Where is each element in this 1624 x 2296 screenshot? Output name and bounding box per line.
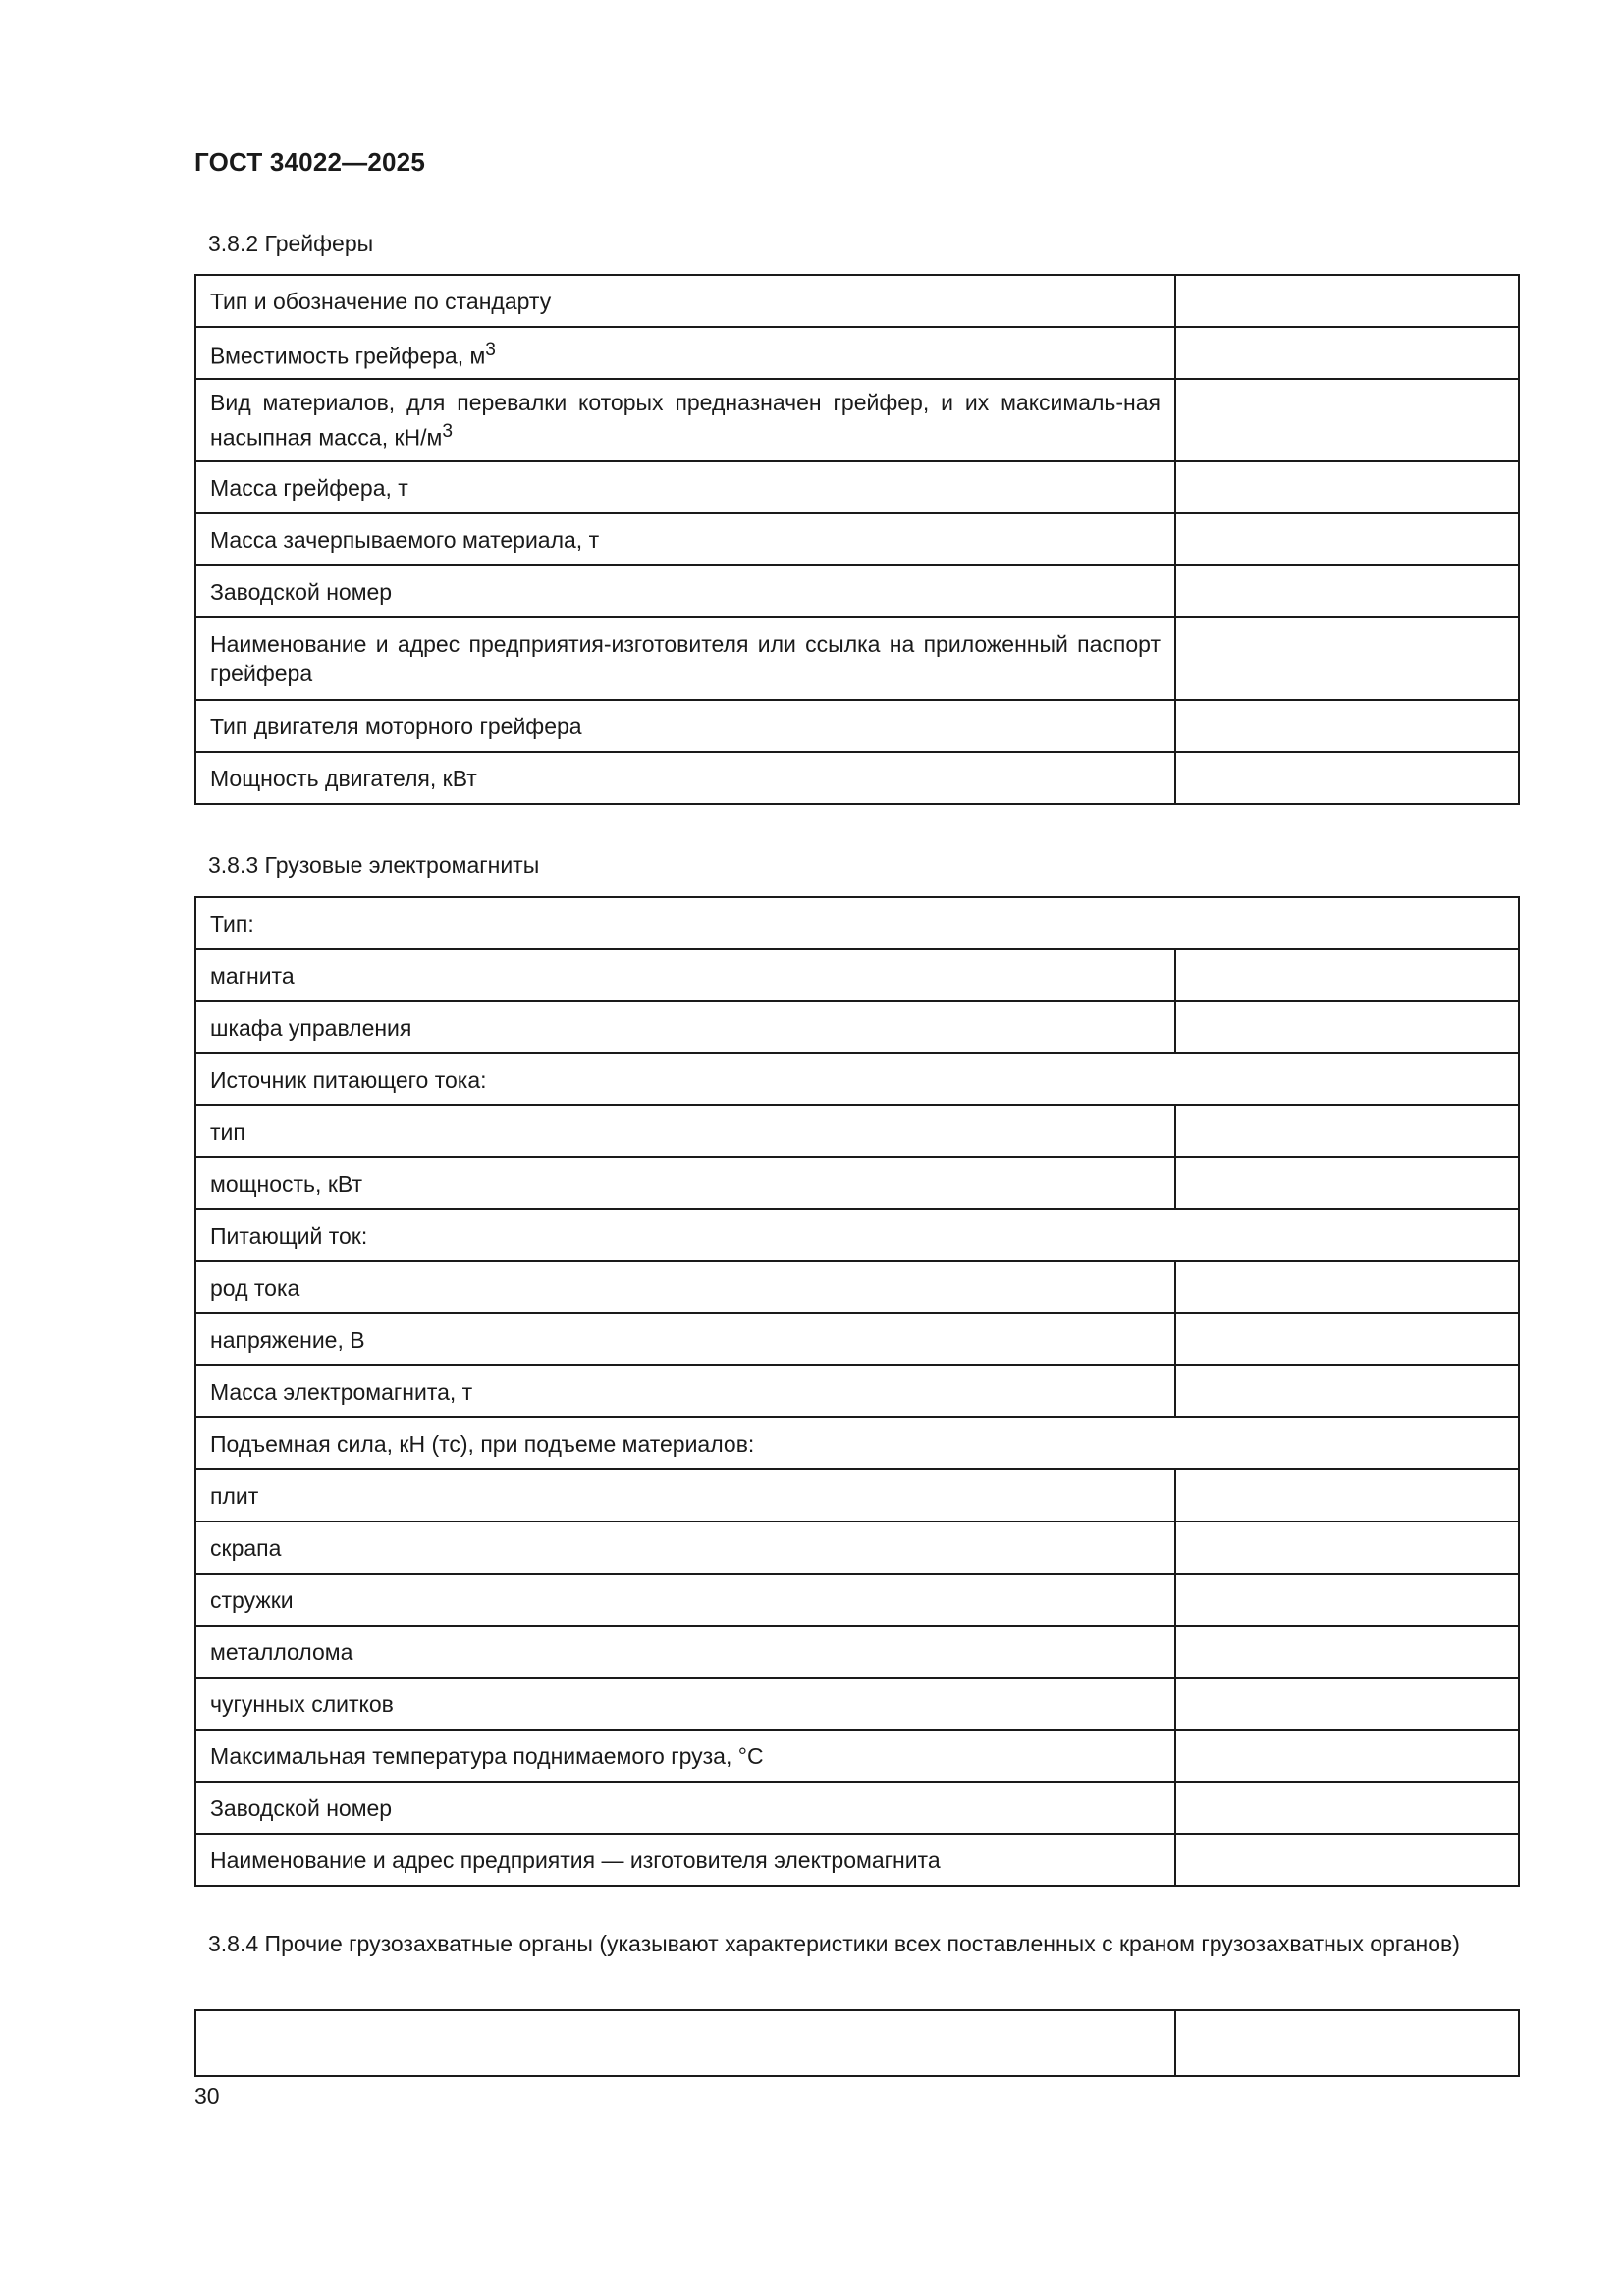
value-cell[interactable] xyxy=(1175,1313,1519,1365)
section-title-magnets: 3.8.3 Грузовые электромагниты xyxy=(208,852,540,878)
value-cell[interactable] xyxy=(1175,461,1519,513)
page-number: 30 xyxy=(194,2083,220,2109)
value-cell[interactable] xyxy=(1175,1157,1519,1209)
value-cell[interactable] xyxy=(1175,2010,1519,2076)
row-label: Масса грейфера, т xyxy=(195,461,1175,513)
row-label: плит xyxy=(195,1469,1175,1522)
row-label: Тип двигателя моторного грейфера xyxy=(195,700,1175,752)
value-cell[interactable] xyxy=(1175,700,1519,752)
row-label: тип xyxy=(195,1105,1175,1157)
row-label: скрапа xyxy=(195,1522,1175,1574)
value-cell[interactable] xyxy=(1175,327,1519,379)
row-label: металлолома xyxy=(195,1626,1175,1678)
document-header: ГОСТ 34022—2025 xyxy=(194,147,425,177)
value-cell[interactable] xyxy=(1175,949,1519,1001)
value-cell[interactable] xyxy=(1175,1678,1519,1730)
group-header: Подъемная сила, кН (тс), при подъеме материалов: xyxy=(195,1417,1519,1469)
row-label: род тока xyxy=(195,1261,1175,1313)
row-label: чугунных слитков xyxy=(195,1678,1175,1730)
value-cell[interactable] xyxy=(1175,379,1519,461)
row-label: Вид материалов, для перевалки которых предназначен грейфер, и их максималь-ная насыпная масса, $кН/м^3$ xyxy=(195,379,1175,461)
value-cell[interactable] xyxy=(1175,513,1519,565)
value-cell[interactable] xyxy=(1175,752,1519,804)
value-cell[interactable] xyxy=(1175,275,1519,327)
row-label: стружки xyxy=(195,1574,1175,1626)
value-cell[interactable] xyxy=(1175,1001,1519,1053)
section-title-grabs: 3.8.2 Грейферы xyxy=(208,231,374,256)
value-cell[interactable] xyxy=(1175,617,1519,700)
group-header: Тип: xyxy=(195,897,1519,949)
row-label: Масса электромагнита, т xyxy=(195,1365,1175,1417)
grabs-table xyxy=(194,274,1520,805)
value-cell[interactable] xyxy=(1175,1469,1519,1522)
row-label: Максимальная температура поднимаемого груза, °С xyxy=(195,1730,1175,1782)
row-label: мощность, кВт xyxy=(195,1157,1175,1209)
row-label: Тип и обозначение по стандарту xyxy=(195,275,1175,327)
value-cell[interactable] xyxy=(1175,1730,1519,1782)
value-cell[interactable] xyxy=(1175,1834,1519,1886)
row-label: напряжение, В xyxy=(195,1313,1175,1365)
section-title-other: 3.8.4 Прочие грузозахватные органы (указывают характеристики всех поставленных с краном грузозахватных органов) xyxy=(208,1931,1460,1956)
value-cell[interactable] xyxy=(1175,1574,1519,1626)
group-header: Источник питающего тока: xyxy=(195,1053,1519,1105)
magnets-table xyxy=(194,896,1520,1887)
value-cell[interactable] xyxy=(1175,1626,1519,1678)
value-cell[interactable] xyxy=(1175,1365,1519,1417)
row-label: шкафа управления xyxy=(195,1001,1175,1053)
row-label: Заводской номер xyxy=(195,565,1175,617)
group-header: Питающий ток: xyxy=(195,1209,1519,1261)
value-cell[interactable] xyxy=(1175,1105,1519,1157)
row-label: Масса зачерпываемого материала, т xyxy=(195,513,1175,565)
row-label[interactable] xyxy=(195,2010,1175,2076)
row-label: Вместимость грейфера, $м^3$ xyxy=(195,327,1175,379)
row-label: Заводской номер xyxy=(195,1782,1175,1834)
value-cell[interactable] xyxy=(1175,565,1519,617)
row-label: Мощность двигателя, кВт xyxy=(195,752,1175,804)
row-label: Наименование и адрес предприятия — изготовителя электромагнита xyxy=(195,1834,1175,1886)
value-cell[interactable] xyxy=(1175,1261,1519,1313)
value-cell[interactable] xyxy=(1175,1782,1519,1834)
value-cell[interactable] xyxy=(1175,1522,1519,1574)
row-label: магнита xyxy=(195,949,1175,1001)
other-table xyxy=(194,2009,1520,2077)
row-label: Наименование и адрес предприятия-изготовителя или ссылка на приложенный паспорт грейфера xyxy=(195,617,1175,700)
